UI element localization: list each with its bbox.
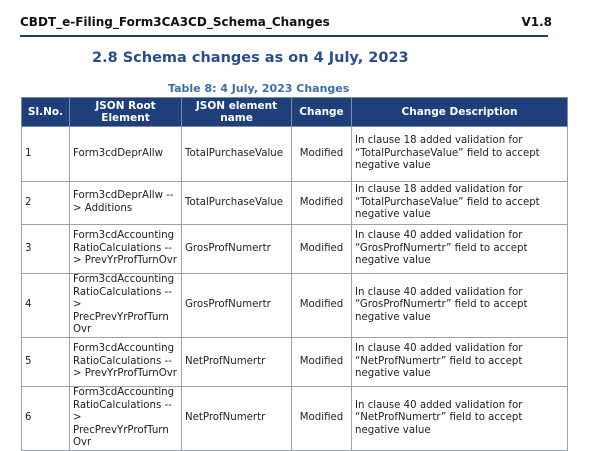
cell-description: In clause 40 added validation for “GrosProfNumertr” field to accept negative value: [352, 225, 568, 274]
cell-change: Modified: [292, 127, 352, 182]
cell-json-root: Form3cdAccounting RatioCalculations --> PrecPrevYrProfTurn Ovr: [70, 386, 182, 450]
cell-json-root: Form3cdAccounting RatioCalculations --> PrecPrevYrProfTurn Ovr: [70, 274, 182, 338]
section-title: 2.8 Schema changes as on 4 July, 2023: [92, 50, 409, 66]
cell-json-root: Form3cdDeprAllw --> Additions: [70, 182, 182, 225]
cell-description: In clause 40 added validation for “NetProfNumertr” field to accept negative value: [352, 337, 568, 386]
table-header-row: [22, 98, 568, 127]
cell-sl-no: 1: [22, 127, 70, 182]
cell-change: Modified: [292, 386, 352, 450]
header-sl-no: Sl.No.: [22, 98, 70, 127]
cell-json-root: Form3cdAccounting RatioCalculations --> PrevYrProfTurnOvr: [70, 337, 182, 386]
document-version: V1.8: [521, 15, 552, 29]
header-change-description: Change Description: [352, 98, 568, 127]
header-divider: [20, 35, 548, 37]
header-json-element-name: JSON element name: [182, 98, 292, 127]
cell-change: Modified: [292, 274, 352, 338]
cell-json-element: GrosProfNumertr: [182, 274, 292, 338]
cell-json-element: NetProfNumertr: [182, 337, 292, 386]
table-row: [22, 225, 568, 274]
table-row: [22, 127, 568, 182]
page-header: [20, 10, 552, 34]
cell-sl-no: 6: [22, 386, 70, 450]
cell-description: In clause 18 added validation for “TotalPurchaseValue” field to accept negative value: [352, 127, 568, 182]
cell-json-element: NetProfNumertr: [182, 386, 292, 450]
cell-description: In clause 40 added validation for “NetProfNumertr” field to accept negative value: [352, 386, 568, 450]
cell-description: In clause 18 added validation for “TotalPurchaseValue” field to accept negative value: [352, 182, 568, 225]
document-name: CBDT_e-Filing_Form3CA3CD_Schema_Changes: [20, 15, 330, 29]
cell-json-element: TotalPurchaseValue: [182, 127, 292, 182]
table-row: [22, 386, 568, 450]
table-caption: Table 8: 4 July, 2023 Changes: [168, 82, 350, 95]
table-row: [22, 182, 568, 225]
cell-description: In clause 40 added validation for “GrosProfNumertr” field to accept negative value: [352, 274, 568, 338]
cell-change: Modified: [292, 225, 352, 274]
cell-json-root: Form3cdAccounting RatioCalculations --> PrevYrProfTurnOvr: [70, 225, 182, 274]
cell-sl-no: 5: [22, 337, 70, 386]
cell-sl-no: 4: [22, 274, 70, 338]
cell-json-element: TotalPurchaseValue: [182, 182, 292, 225]
table-row: [22, 274, 568, 338]
cell-json-root: Form3cdDeprAllw: [70, 127, 182, 182]
cell-json-element: GrosProfNumertr: [182, 225, 292, 274]
cell-change: Modified: [292, 182, 352, 225]
header-json-root-element: JSON Root Element: [70, 98, 182, 127]
cell-sl-no: 2: [22, 182, 70, 225]
header-change: Change: [292, 98, 352, 127]
table-row: [22, 337, 568, 386]
cell-change: Modified: [292, 337, 352, 386]
schema-changes-table: [21, 97, 568, 451]
cell-sl-no: 3: [22, 225, 70, 274]
